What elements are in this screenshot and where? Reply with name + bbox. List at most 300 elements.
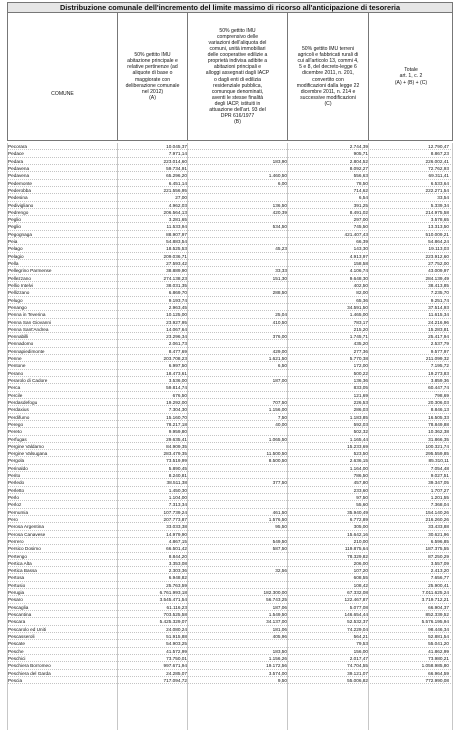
table-row — [7, 574, 453, 581]
col-b-cell: 182.300,00 — [263, 590, 287, 596]
table-row — [7, 355, 453, 362]
col-a-cell: 4.962,03 — [168, 202, 187, 208]
col-a-cell: 38.031,35 — [166, 282, 187, 288]
col-c-cell: 226,53 — [353, 399, 368, 405]
col-a-cell: 23.296,34 — [166, 334, 187, 340]
totale-cell: 295.559,85 — [425, 451, 449, 457]
col-a-cell: 6.761.993,18 — [159, 590, 187, 596]
totale-cell: 33.433,88 — [428, 524, 449, 530]
totale-cell: 12.790,47 — [428, 144, 449, 149]
comune-cell: Peschici — [8, 655, 26, 661]
table-row — [7, 494, 453, 501]
col-c-cell: 745,50 — [353, 224, 368, 230]
col-c-cell: 55,60 — [356, 502, 368, 508]
col-b-cell: 707,50 — [272, 399, 287, 405]
comune-cell: Perrero — [8, 538, 24, 544]
col-b-cell — [187, 231, 287, 238]
comune-cell: Perdifumo — [8, 414, 30, 420]
col-a-cell: 73.750,01 — [166, 655, 187, 661]
col-c-cell: 206,00 — [353, 560, 368, 566]
table-row — [7, 509, 453, 516]
totale-cell: 8.846,13 — [430, 407, 449, 413]
col-b-cell: 6,50 — [277, 363, 287, 369]
totale-cell: 11.615,34 — [428, 312, 449, 318]
comune-cell: Percile — [8, 392, 23, 398]
col-b-cell: 429,00 — [272, 348, 287, 354]
comune-cell: Pellio Intelvi — [8, 282, 34, 288]
comune-cell: Pegognaga — [8, 231, 32, 237]
col-c-cell: 39.121,07 — [347, 670, 368, 676]
col-c-cell: 714,62 — [353, 187, 368, 193]
totale-cell: 43.009,97 — [428, 268, 449, 274]
col-b-cell: 7,50 — [277, 414, 287, 420]
col-a-cell: 41.572,99 — [166, 648, 187, 654]
col-b-cell: 8.500,50 — [268, 458, 287, 464]
col-a-cell: 23.927,95 — [166, 319, 187, 325]
table-row — [7, 150, 453, 157]
table-row — [7, 582, 453, 589]
table-row — [7, 538, 453, 545]
col-c-cell: 97,50 — [356, 495, 368, 500]
comune-cell: Pennapiedimonte — [8, 348, 45, 354]
comune-cell: Perdaxius — [8, 407, 29, 413]
comune-cell: Penna in Teverina — [8, 312, 46, 318]
col-b-cell — [187, 553, 287, 560]
col-a-cell: 84.909,35 — [166, 443, 187, 449]
totale-cell: 7.054,48 — [430, 465, 449, 471]
table-row — [7, 516, 453, 523]
col-b-cell: 40,00 — [275, 421, 287, 427]
table-row — [7, 209, 453, 216]
table-row — [7, 194, 453, 201]
col-b-cell: 1.065,50 — [268, 436, 287, 442]
col-a-cell: 15.160,70 — [166, 414, 187, 420]
table-row — [7, 662, 453, 669]
col-b-cell: 19.172,56 — [266, 663, 287, 669]
col-b-cell — [187, 150, 287, 157]
totale-cell: 216.260,26 — [425, 516, 449, 522]
table-row — [7, 560, 453, 567]
comune-cell: Peglio — [8, 217, 22, 223]
table-row — [7, 172, 453, 179]
table-row — [7, 304, 453, 311]
totale-cell: 30.621,96 — [428, 531, 449, 537]
totale-cell: 25.417,94 — [428, 334, 449, 340]
comune-cell: Perledo — [8, 480, 25, 486]
totale-cell: 222.271,54 — [425, 187, 449, 193]
col-c-cell: 210,00 — [353, 538, 368, 544]
col-c-cell: 833,05 — [353, 385, 368, 391]
totale-cell: 33,54 — [437, 195, 449, 201]
col-a-cell: 207.773,87 — [163, 516, 187, 522]
table-row — [7, 187, 453, 194]
col-a-cell: 274.138,23 — [163, 275, 187, 281]
col-b-cell — [187, 501, 287, 508]
totale-cell: 772.990,08 — [425, 677, 449, 683]
totale-cell: 25.900,41 — [428, 582, 449, 588]
table-row — [7, 618, 453, 625]
col-a-cell: 2.963,45 — [168, 304, 187, 310]
totale-cell: 9.577,97 — [430, 348, 449, 354]
totale-cell: 7.235,70 — [430, 290, 449, 296]
col-c-cell: 15.642,16 — [347, 531, 368, 537]
comune-cell: Pecorara — [8, 144, 28, 149]
col-c-cell: 2.744,39 — [349, 144, 368, 149]
col-a-cell: 7.313,34 — [168, 502, 187, 508]
col-b-cell — [187, 297, 287, 304]
table-row — [7, 245, 453, 252]
comune-cell: Peschiera del Garda — [8, 670, 51, 676]
comune-cell: Pedivigliano — [8, 202, 34, 208]
totale-cell: 85.310,11 — [428, 458, 449, 464]
comune-cell: Pergine Valdarno — [8, 443, 44, 449]
table-row — [7, 604, 453, 611]
col-b-cell — [187, 282, 287, 289]
totale-cell: 52.881,54 — [428, 633, 449, 639]
table-row — [7, 238, 453, 245]
col-c-cell: 305,00 — [353, 524, 368, 530]
totale-cell: 3.719.712,21 — [421, 597, 449, 603]
comune-cell: Pescarolo ed Uniti — [8, 626, 47, 632]
col-c-cell: 592,03 — [353, 421, 368, 427]
col-b-cell — [187, 165, 287, 172]
col-c-cell: 136,36 — [353, 378, 368, 383]
col-b-cell: 183,90 — [272, 158, 287, 164]
comune-cell: Pescasseroli — [8, 633, 35, 639]
col-b-cell: 6,00 — [277, 180, 287, 186]
col-b-cell — [187, 216, 287, 223]
comune-cell: Pedemonte — [8, 180, 32, 186]
col-b-cell: 3.574,00 — [268, 670, 287, 676]
col-c-cell: 2.636,15 — [349, 458, 368, 464]
table-row — [7, 589, 453, 596]
comune-cell: Perarolo di Cadore — [8, 378, 48, 383]
col-a-cell: 65.296,20 — [166, 173, 187, 179]
totale-cell: 31.866,35 — [428, 436, 449, 442]
totale-cell: 2.537,79 — [430, 341, 449, 347]
col-c-cell: 34.591,50 — [347, 304, 368, 310]
table-row — [7, 326, 453, 333]
col-a-cell: 29.635,41 — [166, 436, 187, 442]
col-c-cell: 8.491,02 — [349, 209, 368, 215]
col-a-cell: 2.303,36 — [168, 568, 187, 574]
col-b-cell: 288,50 — [272, 290, 287, 296]
totale-cell: 211.099,32 — [425, 356, 449, 362]
col-b-cell: 376,00 — [272, 334, 287, 340]
col-a-cell: 1.104,00 — [168, 495, 187, 500]
header-comune: COMUNE — [8, 13, 118, 140]
comune-cell: Pescantina — [8, 612, 32, 617]
totale-cell: 5.576.195,94 — [421, 619, 449, 625]
col-b-cell: 151,30 — [272, 275, 287, 281]
comune-cell: Pellezzano — [8, 275, 31, 281]
col-b-cell — [187, 392, 287, 399]
totale-cell: 98.446,34 — [428, 626, 449, 632]
totale-cell: 2.413,20 — [430, 568, 449, 574]
totale-cell: 7.195,72 — [430, 363, 449, 369]
table-row — [7, 523, 453, 530]
col-c-cell: 215,20 — [353, 326, 368, 332]
col-b-cell: 32,56 — [275, 568, 287, 574]
col-b-cell — [187, 143, 287, 150]
table-row — [7, 289, 453, 296]
col-b-cell — [187, 443, 287, 450]
comune-cell: Pescate — [8, 641, 25, 647]
table-row — [7, 223, 453, 230]
table-row — [7, 384, 453, 391]
col-a-cell: 27,00 — [175, 195, 187, 201]
col-c-cell: 2.017,47 — [349, 655, 368, 661]
col-c-cell: 500,22 — [353, 370, 368, 376]
col-b-cell: 11.500,50 — [266, 451, 287, 457]
totale-cell: 73.980,21 — [428, 655, 449, 661]
col-a-cell: 3.545.471,54 — [159, 597, 187, 603]
col-c-cell: 15.233,69 — [347, 443, 368, 449]
col-c-cell: 52.532,37 — [347, 619, 368, 625]
col-c-cell: 6.772,89 — [349, 516, 368, 522]
table-row — [7, 362, 453, 369]
col-a-cell: 54.883,54 — [166, 239, 187, 245]
col-b-cell: 1.156,00 — [268, 407, 287, 413]
totale-cell: 187.375,55 — [425, 546, 449, 552]
col-a-cell: 19.292,00 — [166, 399, 187, 405]
col-c-cell: 65,36 — [356, 297, 368, 303]
col-b-cell: 1.460,50 — [268, 173, 287, 179]
col-a-cell: 27.593,42 — [166, 261, 187, 266]
table-row — [7, 260, 453, 267]
totale-cell: 284.139,49 — [425, 275, 449, 281]
comune-cell: Pedavena — [8, 173, 30, 179]
col-a-cell: 107.739,24 — [163, 509, 187, 515]
col-b-cell: 33,33 — [275, 268, 287, 274]
comune-cell: Pedrengo — [8, 209, 29, 215]
col-c-cell: 5.770,38 — [349, 356, 368, 362]
col-c-cell: 402,50 — [353, 282, 368, 288]
table-row — [7, 450, 453, 457]
totale-cell: 87.250,29 — [428, 553, 449, 559]
col-b-cell: 549,50 — [272, 538, 287, 544]
col-b-cell: 405,96 — [272, 633, 287, 639]
col-c-cell: 1.165,44 — [349, 436, 368, 442]
col-a-cell: 1.450,30 — [168, 487, 187, 493]
comune-cell: Pelagio — [8, 253, 24, 259]
table-row — [7, 465, 453, 472]
col-b-cell: 1.549,50 — [268, 612, 287, 617]
totale-cell: 41.862,99 — [428, 648, 449, 654]
comune-cell: Penango — [8, 304, 27, 310]
col-b-cell — [187, 260, 287, 267]
comune-cell: Pescaglia — [8, 604, 29, 610]
col-b-cell — [187, 472, 287, 479]
col-b-cell: 1.156,26 — [268, 655, 287, 661]
table-row — [7, 436, 453, 443]
totale-cell: 54.864,24 — [428, 239, 449, 245]
comune-cell: Pederobba — [8, 187, 31, 193]
totale-cell: 15.283,81 — [428, 326, 449, 332]
comune-cell: Perlo — [8, 495, 19, 500]
totale-cell: 55.041,20 — [428, 641, 449, 647]
comune-cell: Penna San Giovanni — [8, 319, 52, 325]
table-row — [7, 275, 453, 282]
col-a-cell: 18.473,61 — [166, 370, 187, 376]
col-c-cell: 79,53 — [356, 641, 368, 647]
col-c-cell: 8.092,27 — [349, 165, 368, 171]
col-a-cell: 223.014,60 — [163, 158, 187, 164]
totale-cell: 6.596,85 — [430, 538, 449, 544]
table-row — [7, 640, 453, 647]
col-c-cell: 435,20 — [353, 341, 368, 347]
table-row — [7, 399, 453, 406]
table-row — [7, 282, 453, 289]
table-row — [7, 443, 453, 450]
totale-cell: 78.849,88 — [428, 421, 449, 427]
col-c-cell: 78.329,82 — [347, 553, 368, 559]
comune-cell: Pella — [8, 261, 19, 266]
col-a-cell: 8.844,20 — [168, 553, 187, 559]
col-b-cell — [187, 253, 287, 260]
col-c-cell: 119.875,64 — [344, 546, 368, 552]
col-b-cell: 1.576,50 — [268, 516, 287, 522]
col-c-cell: 905,71 — [353, 151, 368, 157]
totale-cell: 7.011.625,24 — [421, 590, 449, 596]
col-a-cell: 3.536,00 — [168, 378, 187, 383]
comune-cell: Perugia — [8, 590, 25, 596]
col-a-cell: 10.125,00 — [166, 312, 187, 318]
table-row — [7, 348, 453, 355]
comune-cell: Pertusio — [8, 582, 26, 588]
col-c-cell: 121,69 — [353, 392, 368, 398]
comune-cell: Pedesina — [8, 195, 28, 201]
totale-cell: 72.762,93 — [428, 165, 449, 171]
table-row — [7, 370, 453, 377]
comune-cell: Pedara — [8, 158, 24, 164]
totale-cell: 27.752,00 — [428, 261, 449, 266]
table-row — [7, 333, 453, 340]
comune-cell: Perloz — [8, 502, 22, 508]
comune-cell: Perinaldo — [8, 465, 28, 471]
col-c-cell: 783,17 — [353, 319, 368, 325]
header-col-b: 50% gettito IMU comprensivo delle variazioni dell'aliquota del comuni, unità immobiliari delle cooperative edilizie a proprietà indivisa adibite a abitazioni principali e alloggi assegnati dagli IACP o dagli enti di edilizia residenziale pubblica, comunque denominati, aventi le stesse finalità degli IACP, istituiti in attuazione dell'art. 93 del DPR 616/1977 (B) — [188, 13, 288, 140]
col-a-cell: 33.033,38 — [166, 524, 187, 530]
col-b-cell: 9,50 — [277, 677, 287, 683]
totale-cell: 223.912,60 — [425, 253, 449, 259]
comune-cell: Pennadomo — [8, 341, 34, 347]
totale-cell: 510.009,21 — [425, 231, 449, 237]
totale-cell: 1.058.985,80 — [421, 663, 449, 669]
header-col-c: 50% gettito IMU terreni agricoli e fabbricati rurali di cui all'articolo 13, commi 4, 5 e 8, del decreto-legge 6 dicembre 2011, n. 201, convertito con modificazioni dalla legge 22 dicembre 2011, n. 214 e successive modificazioni (C) — [288, 13, 369, 140]
table-row — [7, 596, 453, 603]
comune-cell: Pesche — [8, 648, 24, 654]
col-a-cell: 61.116,23 — [166, 604, 187, 610]
table-row — [7, 216, 453, 223]
col-a-cell: 6.948,82 — [168, 575, 187, 581]
col-a-cell: 88.907,97 — [166, 231, 187, 237]
col-b-cell — [187, 582, 287, 589]
col-b-cell — [187, 326, 287, 333]
comune-cell: Pescara — [8, 619, 26, 625]
comune-cell: Pertica Bassa — [8, 568, 37, 574]
col-a-cell: 5.425.329,07 — [159, 619, 187, 625]
table-row — [7, 677, 453, 684]
totale-cell: 66.964,59 — [428, 670, 449, 676]
col-c-cell: 146.654,44 — [344, 612, 368, 617]
table-row — [7, 253, 453, 260]
col-c-cell: 74.704,55 — [347, 663, 368, 669]
comune-cell: Pellizzano — [8, 290, 30, 296]
col-b-cell: 136,50 — [272, 202, 287, 208]
col-c-cell: 608,55 — [353, 575, 368, 581]
table-body — [7, 143, 453, 684]
col-b-cell — [187, 194, 287, 201]
col-c-cell: 55.006,82 — [347, 677, 368, 683]
table-row — [7, 487, 453, 494]
col-a-cell: 3.281,65 — [168, 217, 187, 223]
col-b-cell — [187, 428, 287, 435]
table-row — [7, 567, 453, 574]
col-c-cell: 9.648,30 — [349, 275, 368, 281]
comune-cell: Pero — [8, 516, 18, 522]
comune-cell: Pertica Alta — [8, 560, 32, 566]
table-row — [7, 202, 453, 209]
col-c-cell: 4.106,74 — [349, 268, 368, 274]
col-c-cell: 564,21 — [353, 633, 368, 639]
col-b-cell — [187, 384, 287, 391]
totale-cell: 6.533,64 — [430, 180, 449, 186]
comune-cell: Pergine Valsugana — [8, 451, 48, 457]
col-a-cell: 78.217,18 — [166, 421, 187, 427]
totale-cell: 60.447,74 — [428, 385, 449, 391]
comune-cell: Pescia — [8, 677, 23, 683]
table-row — [7, 611, 453, 618]
col-c-cell: 4.913,97 — [349, 253, 368, 259]
comune-cell: Pergola — [8, 458, 25, 464]
col-b-cell: 181,06 — [272, 626, 287, 632]
table-row — [7, 531, 453, 538]
col-b-cell: 187,06 — [272, 604, 287, 610]
table-row — [7, 457, 453, 464]
col-c-cell: 457,80 — [353, 480, 368, 486]
col-a-cell: 6.869,70 — [168, 290, 187, 296]
col-b-cell — [187, 494, 287, 501]
comune-cell: Pentone — [8, 363, 26, 369]
col-a-cell: 7.304,30 — [168, 407, 187, 413]
comune-cell: Perdasdefogu — [8, 399, 38, 405]
totale-cell: 100.321,74 — [425, 443, 449, 449]
col-a-cell: 38.889,90 — [166, 268, 187, 274]
col-a-cell: 9.193,74 — [168, 297, 187, 303]
col-b-cell: 183,50 — [272, 648, 287, 654]
col-c-cell: 2.804,52 — [349, 158, 368, 164]
col-a-cell: 676,50 — [172, 392, 187, 398]
totale-cell: 7.368,04 — [430, 502, 449, 508]
col-b-cell: 45,23 — [275, 246, 287, 252]
comune-cell: Peschiera Borromeo — [8, 663, 51, 669]
table-row — [7, 472, 453, 479]
col-b-cell — [187, 340, 287, 347]
table-header — [7, 13, 453, 141]
col-c-cell: 391,25 — [353, 202, 368, 208]
totale-cell: 37.514,93 — [428, 304, 449, 310]
totale-cell: 214.975,58 — [425, 209, 449, 215]
totale-cell: 852.339,52 — [425, 612, 449, 617]
comune-cell: Penne — [8, 356, 22, 362]
comune-cell: Pedace — [8, 151, 24, 157]
col-a-cell: 14.067,64 — [166, 326, 187, 332]
col-c-cell: 74.229,04 — [347, 626, 368, 632]
comune-cell: Perego — [8, 421, 24, 427]
col-a-cell: 5.890,45 — [168, 465, 187, 471]
col-c-cell: 108,42 — [353, 582, 368, 588]
